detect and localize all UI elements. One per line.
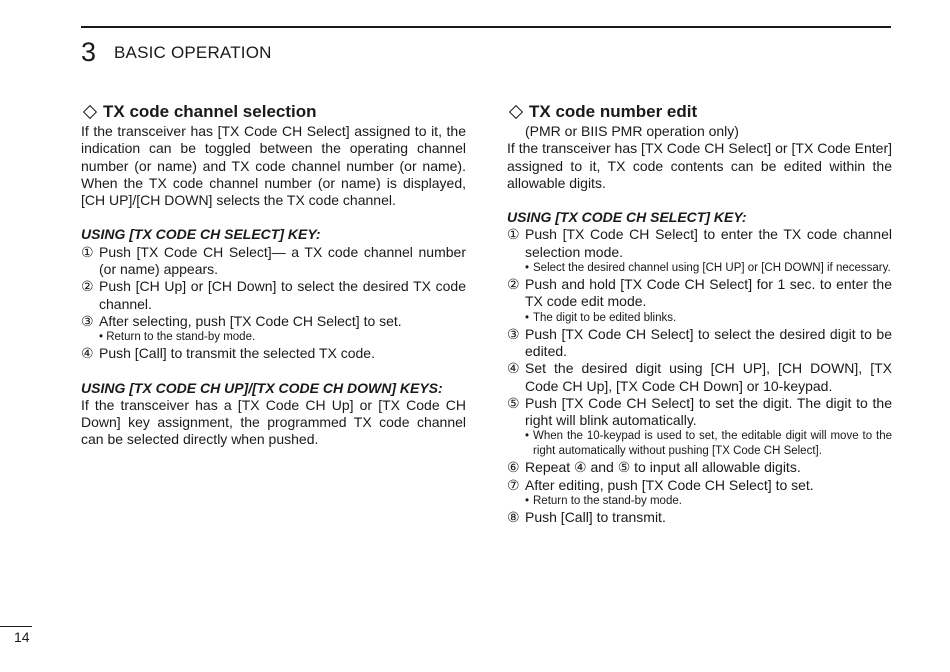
step-note — [525, 494, 892, 509]
diamond-bullet-icon — [509, 105, 523, 119]
step-text: Push [Call] to transmit. — [525, 509, 666, 526]
step-note — [525, 311, 892, 326]
step-text: Push [TX Code CH Select] to select the desired digit to be edited. — [525, 325, 892, 359]
step-text: Push [TX Code CH Select] to set the digit. The digit to the right will blink automatically. — [525, 394, 892, 429]
step-item — [507, 276, 892, 311]
step-number: ① — [81, 243, 94, 260]
key-heading: USING [TX CODE CH SELECT] KEY: — [81, 226, 321, 243]
note-bullet: • — [525, 495, 530, 508]
chapter-title: BASIC OPERATION — [114, 43, 272, 62]
step-note — [99, 330, 466, 345]
step-number: ③ — [507, 325, 520, 342]
step-text: After selecting, push [TX Code CH Select] to set. — [99, 312, 402, 329]
step-note — [525, 261, 892, 276]
header-rule — [81, 26, 891, 28]
step-number: ⑦ — [507, 476, 520, 493]
section-title: TX code channel selection — [103, 102, 317, 121]
note-text: Select the desired channel using [CH UP] or [CH DOWN] if necessary. — [533, 262, 891, 275]
left-column — [81, 101, 466, 449]
step-item — [81, 244, 466, 279]
step-number: ② — [507, 276, 520, 293]
note-bullet: • — [525, 262, 530, 275]
note-bullet: • — [525, 430, 530, 443]
step-item — [81, 345, 466, 362]
step-number: ⑥ — [507, 459, 520, 476]
intro-paragraph: If the transceiver has [TX Code CH Select] assigned to it, the indication can be toggled between the operating channel number (or name) and TX code channel number (or name). When the TX code channel number (or name) is displayed, [CH UP]/[CH DOWN] selects the TX code channel. — [81, 123, 466, 209]
step-text: Push [TX Code CH Select] to enter the TX code channel selection mode. — [525, 226, 892, 260]
step-item — [507, 395, 892, 430]
page-number: 14 — [14, 629, 30, 645]
step-item — [507, 326, 892, 361]
step-text: After editing, push [TX Code CH Select] to set. — [525, 476, 814, 493]
step-number: ① — [507, 226, 520, 243]
step-text: Push [TX Code CH Select]— a TX code channel number (or name) appears. — [99, 243, 466, 278]
key-heading: USING [TX CODE CH SELECT] KEY: — [507, 209, 747, 226]
section-subtitle: (PMR or BIIS PMR operation only) — [525, 123, 739, 139]
step-text: Push [CH Up] or [CH Down] to select the desired TX code channel. — [99, 278, 466, 312]
step-text: Push and hold [TX Code CH Select] for 1 sec. to enter the TX code edit mode. — [525, 276, 892, 310]
step-number: ④ — [507, 360, 520, 377]
section-heading-tx-code-number-edit — [507, 101, 892, 123]
step-text: Set the desired digit using [CH UP], [CH DOWN], [TX Code CH Up], [TX Code CH Down] or 10-keypad. — [525, 360, 892, 394]
step-item — [507, 226, 892, 261]
note-text: Return to the stand-by mode. — [533, 495, 682, 508]
note-text: When the 10-keypad is used to set, the editable digit will move to the right automatically without pushing [TX Code CH Select]. — [533, 430, 892, 458]
section-heading-tx-code-channel-selection — [81, 101, 466, 123]
intro-paragraph: If the transceiver has [TX Code CH Select] or [TX Code Enter] assigned to it, TX code contents can be edited within the allowable digits. — [507, 140, 892, 191]
diamond-bullet-icon — [83, 105, 97, 119]
step-item — [507, 360, 892, 395]
step-item — [81, 313, 466, 330]
step-item — [507, 509, 892, 526]
note-text: The digit to be edited blinks. — [533, 311, 677, 324]
right-column — [507, 101, 892, 526]
step-text: Repeat ④ and ⑤ to input all allowable digits. — [525, 459, 801, 476]
step-text: Push [Call] to transmit the selected TX code. — [99, 345, 375, 362]
chapter-number: 3 — [81, 37, 97, 67]
step-number: ② — [81, 278, 94, 295]
step-item — [507, 477, 892, 494]
step-item — [81, 278, 466, 313]
step-number: ⑧ — [507, 509, 520, 526]
footer-rule — [0, 626, 32, 627]
step-number: ④ — [81, 345, 94, 362]
note-bullet: • — [525, 311, 530, 324]
step-item — [507, 459, 892, 476]
step-note — [525, 429, 892, 459]
key-paragraph: If the transceiver has a [TX Code CH Up] or [TX Code CH Down] key assignment, the programmed TX code channel can be selected directly when pushed. — [81, 396, 466, 448]
note-text: • Return to the stand-by mode. — [99, 331, 256, 344]
step-number: ⑤ — [507, 394, 520, 411]
step-number: ③ — [81, 312, 94, 329]
section-title: TX code number edit — [529, 102, 698, 121]
key-heading: USING [TX CODE CH UP]/[TX CODE CH DOWN] KEYS: — [81, 379, 443, 396]
